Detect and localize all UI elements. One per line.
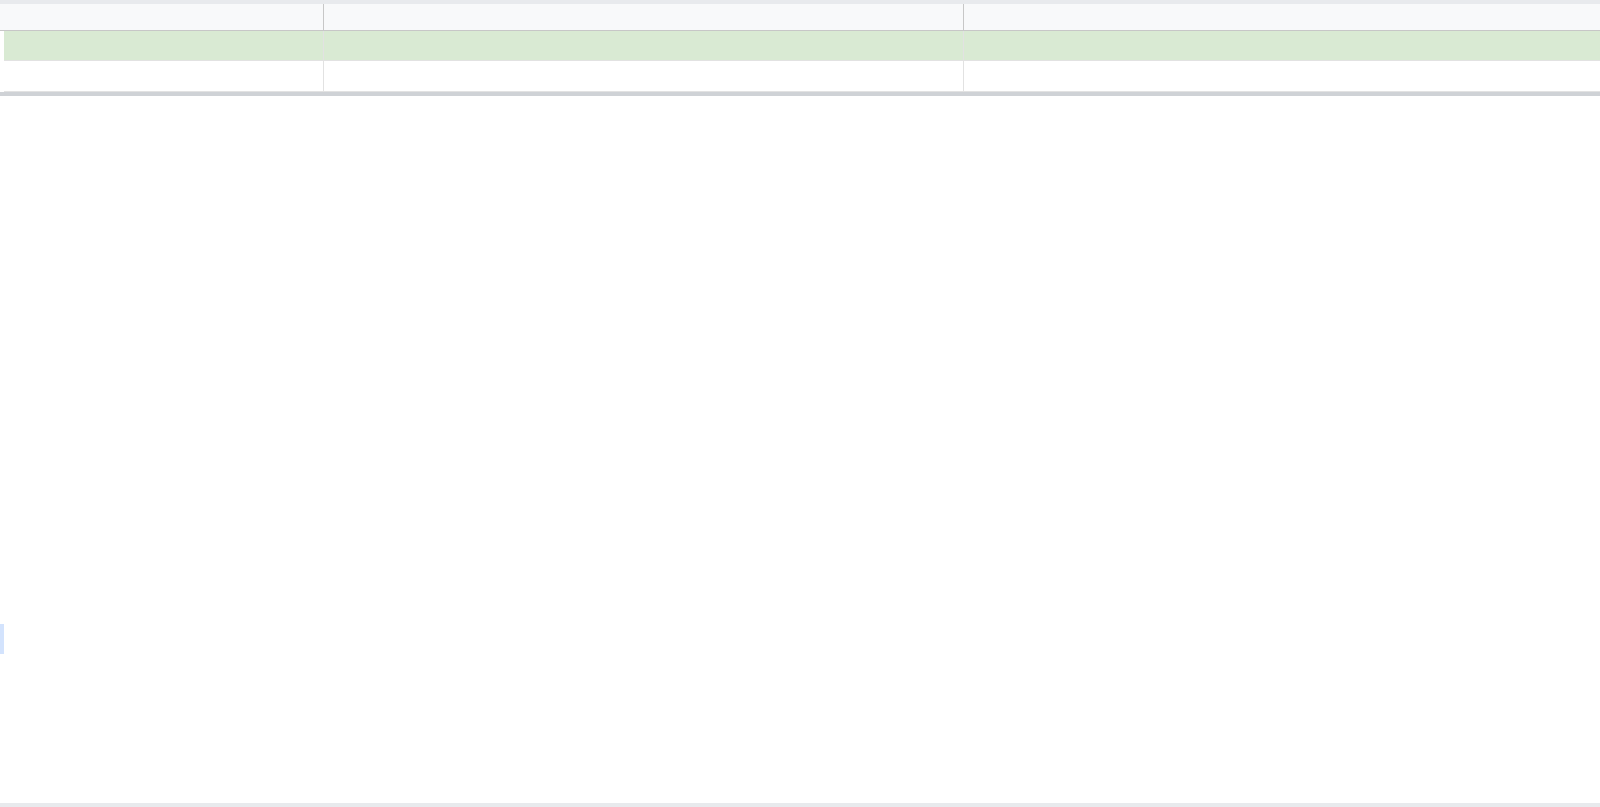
section-title-cell[interactable] xyxy=(4,31,324,61)
column-header-b[interactable] xyxy=(324,4,964,31)
column-header-a[interactable] xyxy=(0,4,324,31)
header-at-meeting[interactable] xyxy=(964,61,1600,92)
cell[interactable] xyxy=(964,31,1600,61)
cell[interactable] xyxy=(4,61,324,92)
header-row xyxy=(4,61,1600,92)
section-row-punkt-b xyxy=(4,31,1600,61)
header-before-meeting[interactable] xyxy=(324,61,964,92)
row-selection-marker xyxy=(0,624,4,654)
cell[interactable] xyxy=(324,31,964,61)
column-header-c[interactable] xyxy=(964,4,1600,31)
scroll-edge[interactable] xyxy=(0,803,1600,807)
frozen-rows-divider[interactable] xyxy=(0,92,1600,96)
